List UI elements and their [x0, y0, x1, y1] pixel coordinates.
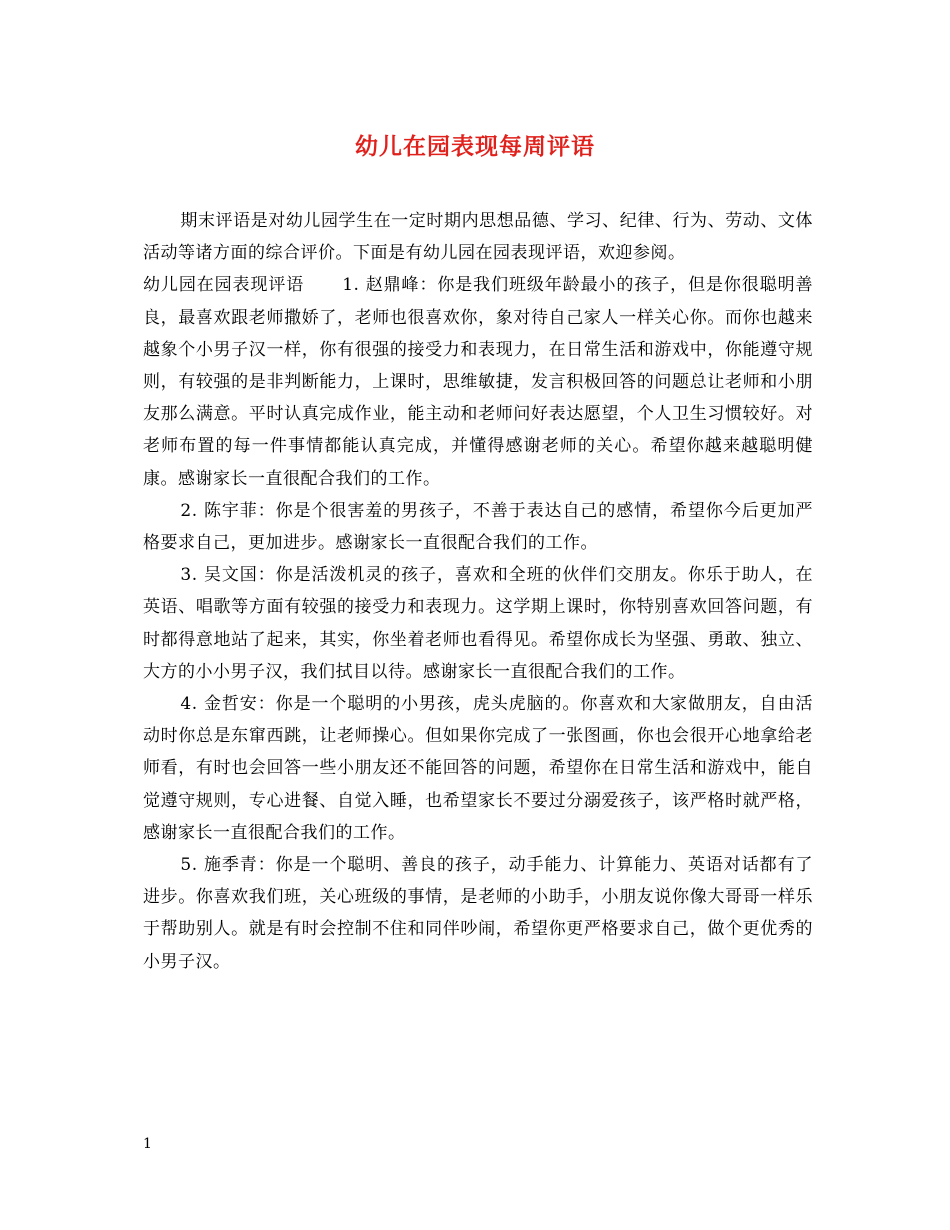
comment-paragraph-5: 5. 施季青：你是一个聪明、善良的孩子，动手能力、计算能力、英语对话都有了进步。你喜欢我们班，关心班级的事情，是老师的小助手，小朋友说你像大哥哥一样乐于帮助别人。就是有时会控制不住和同伴吵闹，希望你更严格要求自己，做个更优秀的小男子汉。: [143, 855, 813, 972]
page-number: 1: [143, 1136, 152, 1152]
comment-paragraph-2: 2. 陈宇菲：你是个很害羞的男孩子，不善于表达自己的感情，希望你今后更加严格要求自己，更加进步。感谢家长一直很配合我们的工作。: [143, 500, 813, 554]
comment-paragraph-3: 3. 吴文国：你是活泼机灵的孩子，喜欢和全班的伙伴们交朋友。你乐于助人，在英语、唱歌等方面有较强的接受力和表现力。这学期上课时，你特别喜欢回答问题，有时都得意地站了起来，其实，你坐着老师也看得见。希望你成长为坚强、勇敢、独立、大方的小小男子汉，我们拭目以待。感谢家长一直很配合我们的工作。: [143, 565, 813, 682]
intro-paragraph: 期末评语是对幼儿园学生在一定时期内思想品德、学习、纪律、行为、劳动、文体活动等诸方面的综合评价。下面是有幼儿园在园表现评语，欢迎参阅。: [143, 211, 813, 264]
comment-paragraph-4: 4. 金哲安：你是一个聪明的小男孩，虎头虎脑的。你喜欢和大家做朋友，自由活动时你总是东窜西跳，让老师操心。但如果你完成了一张图画，你也会很开心地拿给老师看，有时也会回答一些小朋友还不能回答的问题，希望你在日常生活和游戏中，能自觉遵守规则，专心进餐、自觉入睡，也希望家长不要过分溺爱孩子，该严格时就严格，感谢家长一直很配合我们的工作。: [143, 694, 813, 843]
document-body: [143, 205, 813, 978]
section-label: 幼儿园在园表现评语: [143, 275, 305, 296]
comment-text-1: 1. 赵鼎峰：你是我们班级年龄最小的孩子，但是你很聪明善良，最喜欢跟老师撒娇了，老师也很喜欢你，象对待自己家人一样关心你。而你也越来越象个小男子汉一样，你有很强的接受力和表现力，在日常生活和游戏中，你能遵守规则，有较强的是非判断能力，上课时，思维敏捷，发言积极回答的问题总让老师和小朋友那么满意。平时认真完成作业，能主动和老师问好表达愿望，个人卫生习惯较好。对老师布置的每一件事情都能认真完成，并懂得感谢老师的关心。希望你越来越聪明健康。感谢家长一直很配合我们的工作。: [143, 275, 814, 489]
comment-paragraph-1: [143, 269, 813, 494]
document-title: 幼儿在园表现每周评语: [355, 133, 595, 160]
